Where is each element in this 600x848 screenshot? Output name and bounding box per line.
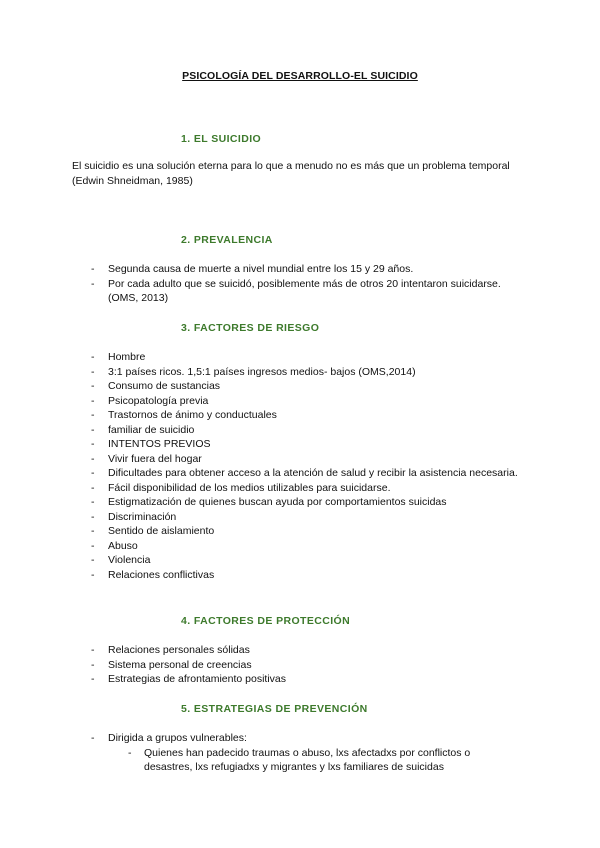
list-item: - Sistema personal de creencias <box>0 658 528 673</box>
suicidio-text: El suicidio es una solución eterna para lo que a menudo no es más que un problema temporal (Edwin Shneidman, 1985) <box>72 160 510 187</box>
list-item: - Relaciones personales sólidas <box>0 643 528 658</box>
list-item: - Vivir fuera del hogar <box>0 452 528 467</box>
list-item: - Por cada adulto que se suicidó, posiblemente más de otros 20 intentaron suicidarse. (OMS, 2013) <box>0 277 528 306</box>
list-item: - Estrategias de afrontamiento positivas <box>0 672 528 687</box>
list-item: - Abuso <box>0 539 528 554</box>
page-title: PSICOLOGÍA DEL DESARROLLO-EL SUICIDIO <box>182 70 418 82</box>
list-item: - Fácil disponibilidad de los medios utilizables para suicidarse. <box>0 481 528 496</box>
prevencion-list <box>0 731 528 775</box>
list-item: - Dificultades para obtener acceso a la atención de salud y recibir la asistencia necesaria. <box>0 466 528 481</box>
section-heading-suicidio: 1. EL SUICIDIO <box>181 133 262 145</box>
section-heading-prevalencia: 2. PREVALENCIA <box>181 234 273 246</box>
list-item: - Consumo de sustancias <box>0 379 528 394</box>
list-item: - Violencia <box>0 553 528 568</box>
list-item: - familiar de suicidio <box>0 423 528 438</box>
proteccion-list <box>0 643 528 687</box>
list-item: - Relaciones conflictivas <box>0 568 528 583</box>
list-item <box>0 731 528 775</box>
list-item: - 3:1 países ricos. 1,5:1 países ingresos medios- bajos (OMS,2014) <box>0 365 528 380</box>
list-item: - Discriminación <box>0 510 528 525</box>
list-item: - Trastornos de ánimo y conductuales <box>0 408 528 423</box>
list-item: - Hombre <box>0 350 528 365</box>
list-item: - Estigmatización de quienes buscan ayuda por comportamientos suicidas <box>0 495 528 510</box>
list-item: - Psicopatología previa <box>0 394 528 409</box>
prevencion-sublist <box>108 746 528 775</box>
riesgo-list <box>0 350 528 582</box>
list-item-text: Dirigida a grupos vulnerables: <box>108 732 247 744</box>
list-item: - Segunda causa de muerte a nivel mundial entre los 15 y 29 años. <box>0 262 528 277</box>
section-heading-prevencion: 5. ESTRATEGIAS DE PREVENCIÓN <box>181 703 368 715</box>
section-heading-proteccion: 4. FACTORES DE PROTECCIÓN <box>181 615 351 627</box>
section-heading-riesgo: 3. FACTORES DE RIESGO <box>181 322 320 334</box>
list-item: - INTENTOS PREVIOS <box>0 437 528 452</box>
list-item: - Sentido de aislamiento <box>0 524 528 539</box>
prevalencia-list <box>0 262 528 306</box>
sub-list-item: - Quienes han padecido traumas o abuso, lxs afectadxs por conflictos o desastres, lxs refugiadxs y migrantes y lxs familiares de suicidas <box>108 746 492 775</box>
